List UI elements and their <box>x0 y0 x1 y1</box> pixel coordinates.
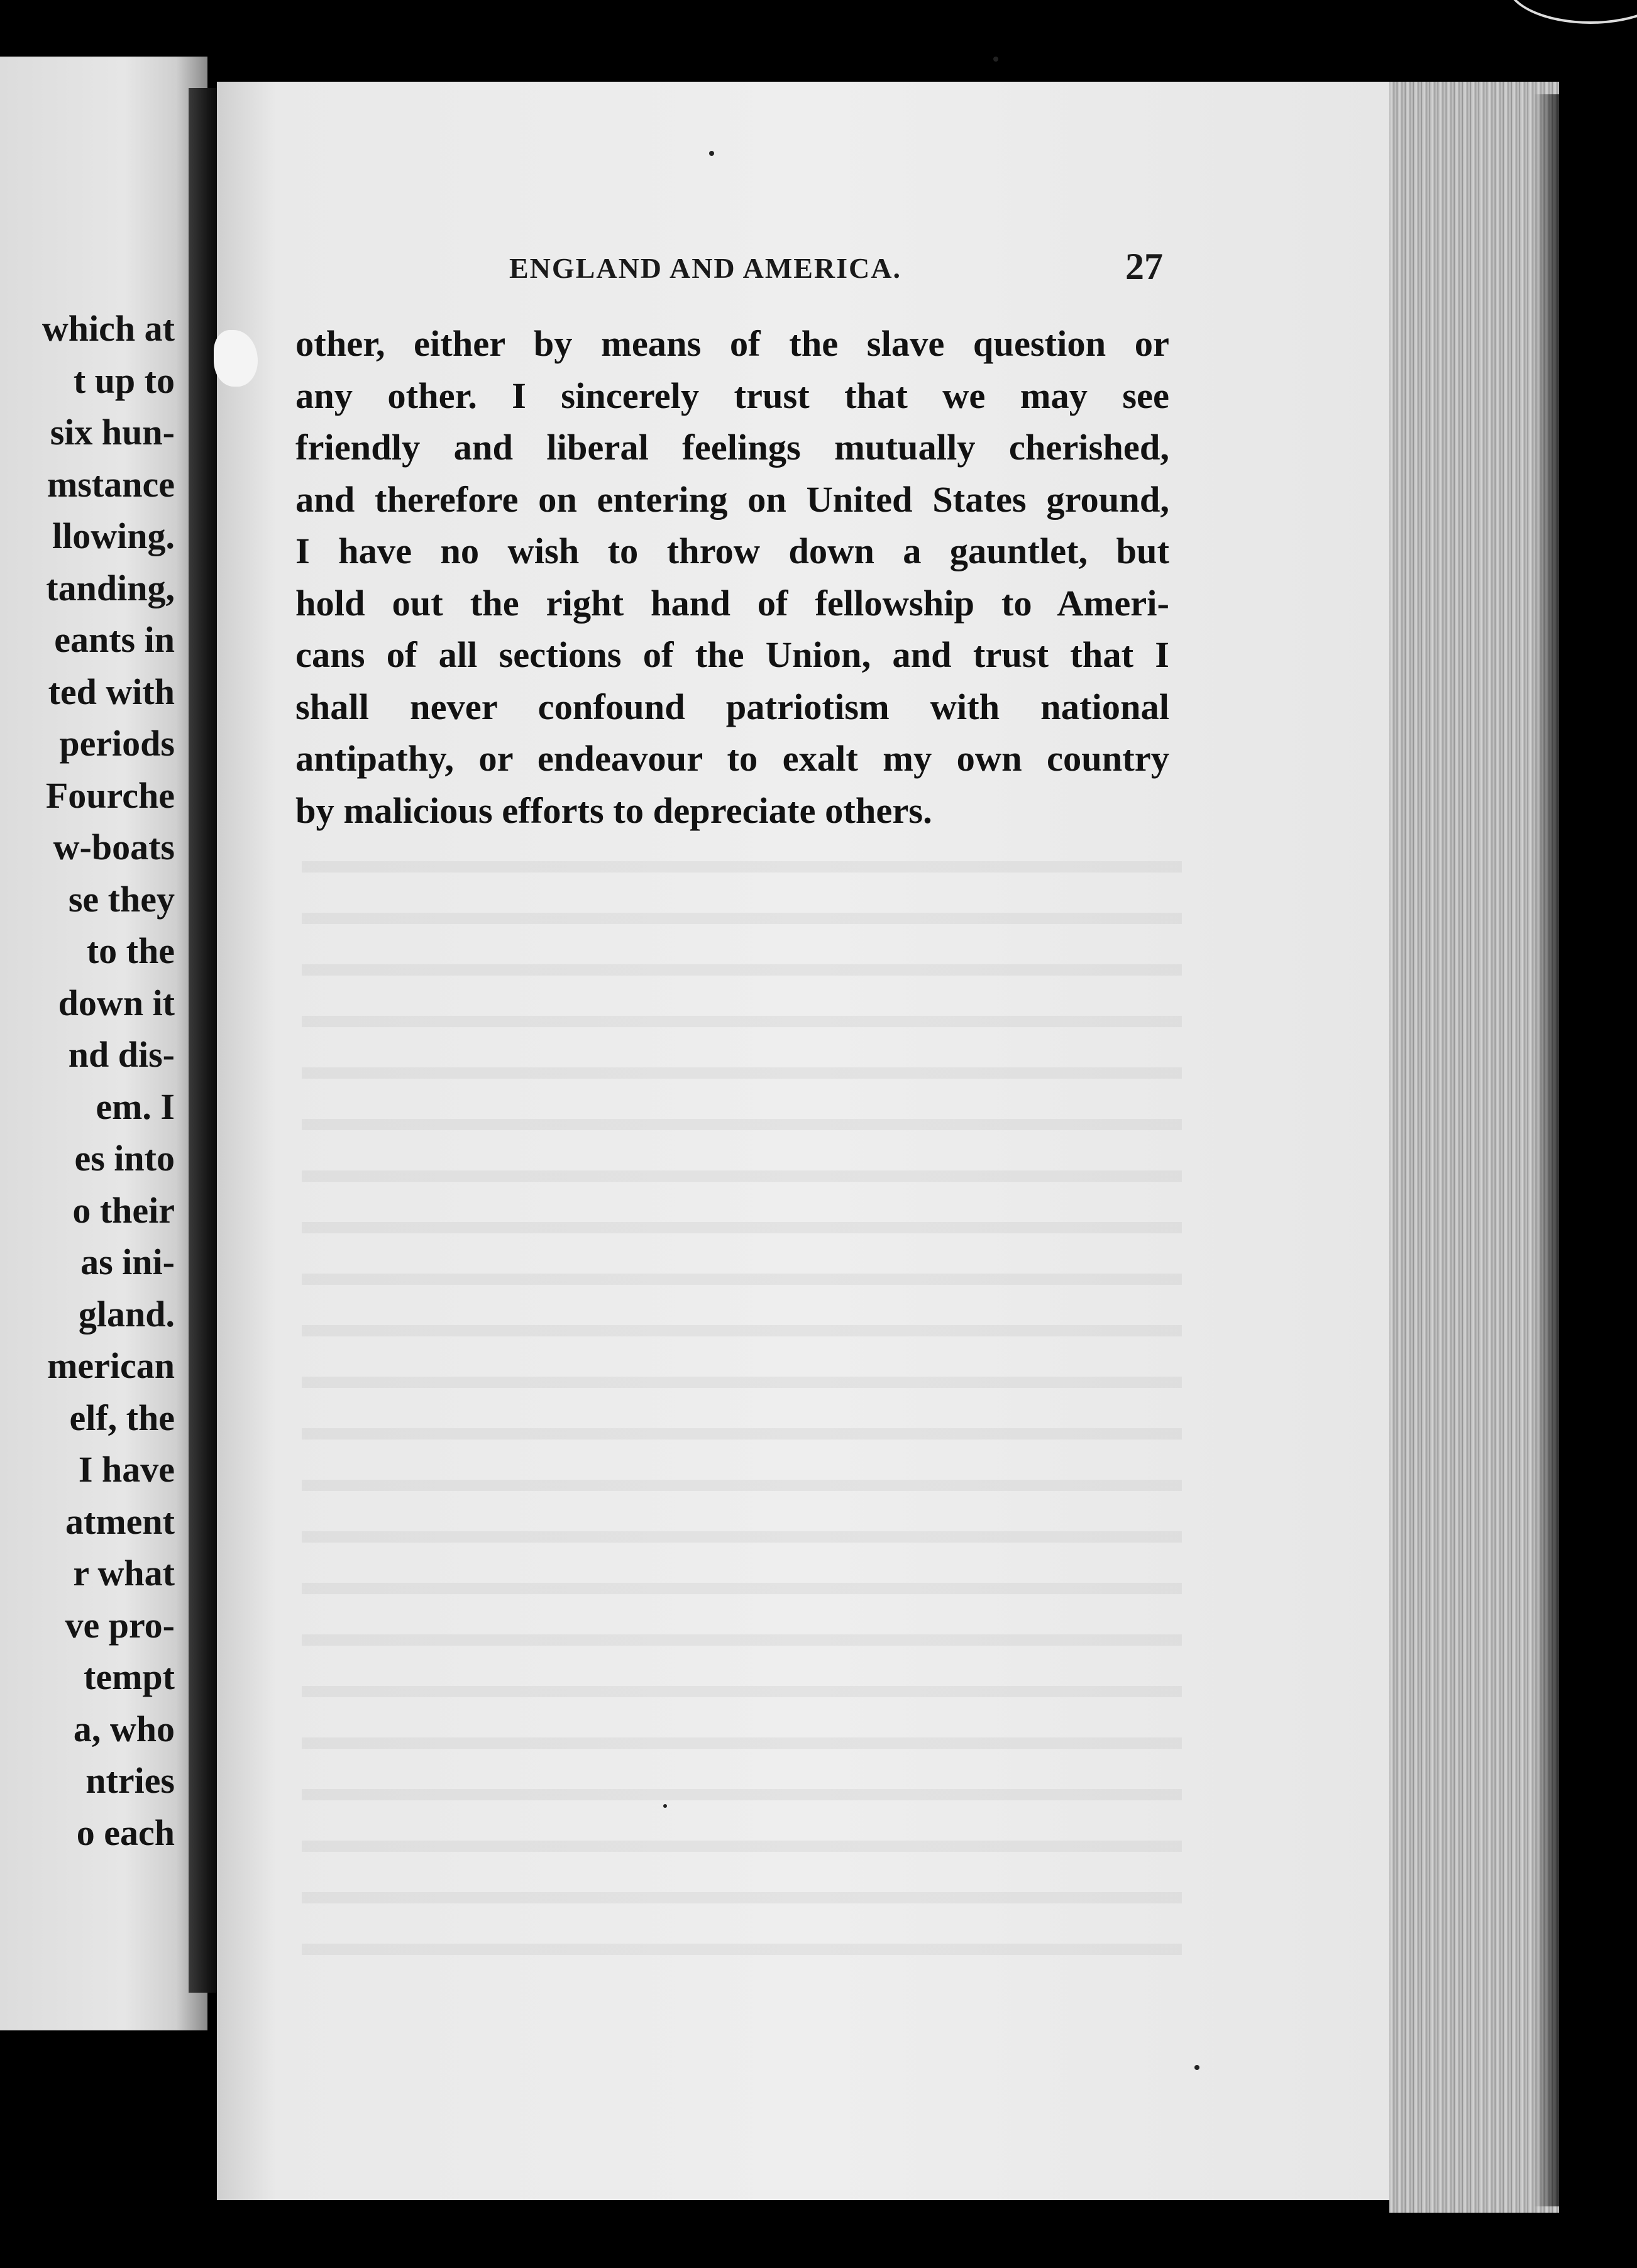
text-line: shall never confound patriotism with national <box>295 686 1169 727</box>
scan-corner-mark <box>1506 0 1637 24</box>
facing-line: mstance <box>47 463 175 505</box>
facing-line: es into <box>74 1138 175 1179</box>
facing-line: se they <box>68 878 175 920</box>
ink-speck <box>709 151 714 156</box>
facing-line: tanding, <box>46 567 175 608</box>
facing-line: nd dis- <box>68 1034 175 1075</box>
facing-line: w-boats <box>53 827 175 867</box>
text-line: by malicious efforts to depreciate others. <box>295 790 932 831</box>
facing-line: Fourche <box>45 774 175 816</box>
facing-line: gland. <box>78 1293 175 1335</box>
body-paragraph <box>295 318 1169 837</box>
running-head: ENGLAND AND AMERICA. <box>509 252 901 284</box>
facing-line: a, who <box>73 1708 175 1749</box>
ink-speck <box>993 57 998 62</box>
facing-line: six hun- <box>50 412 175 453</box>
facing-line: I have <box>78 1449 175 1490</box>
show-through-texture <box>302 836 1182 1955</box>
text-line: friendly and liberal feelings mutually cherished, <box>295 427 1169 468</box>
facing-line: t up to <box>73 360 175 401</box>
text-line: I have no wish to throw down a gauntlet, but <box>295 531 1169 571</box>
facing-line: llowing. <box>52 515 175 556</box>
facing-line: to the <box>86 930 175 971</box>
facing-line: o their <box>72 1189 175 1231</box>
facing-page <box>0 57 207 2030</box>
facing-line: elf, the <box>69 1397 175 1438</box>
text-line: cans of all sections of the Union, and trust that I <box>295 634 1169 675</box>
facing-line: as ini- <box>80 1241 175 1282</box>
page-number: 27 <box>1125 246 1163 287</box>
text-line: any other. I sincerely trust that we may see <box>295 375 1169 416</box>
facing-line: o each <box>76 1812 175 1853</box>
facing-line: ted with <box>48 671 175 712</box>
ink-speck <box>1194 2065 1199 2070</box>
text-line: and therefore on entering on United States ground, <box>295 478 1169 520</box>
facing-line: down it <box>58 982 175 1023</box>
facing-line: ve pro- <box>65 1604 175 1646</box>
text-line: other, either by means of the slave question or <box>295 323 1169 364</box>
text-line: hold out the right hand of fellowship to Ameri- <box>295 582 1169 624</box>
facing-line: periods <box>59 723 175 764</box>
facing-line: tempt <box>84 1656 175 1697</box>
facing-page-text <box>42 303 175 1859</box>
facing-line: ntries <box>85 1760 175 1801</box>
facing-line: em. I <box>96 1086 175 1127</box>
text-line: antipathy, or endeavour to exalt my own country <box>295 738 1169 779</box>
ink-speck <box>663 1804 667 1808</box>
facing-line: r what <box>73 1553 175 1594</box>
facing-line: eants in <box>54 619 175 660</box>
facing-line: merican <box>47 1345 175 1386</box>
fore-edge-shadow <box>1534 94 1565 2206</box>
facing-line: atment <box>65 1500 175 1542</box>
facing-line: which at <box>41 308 175 349</box>
